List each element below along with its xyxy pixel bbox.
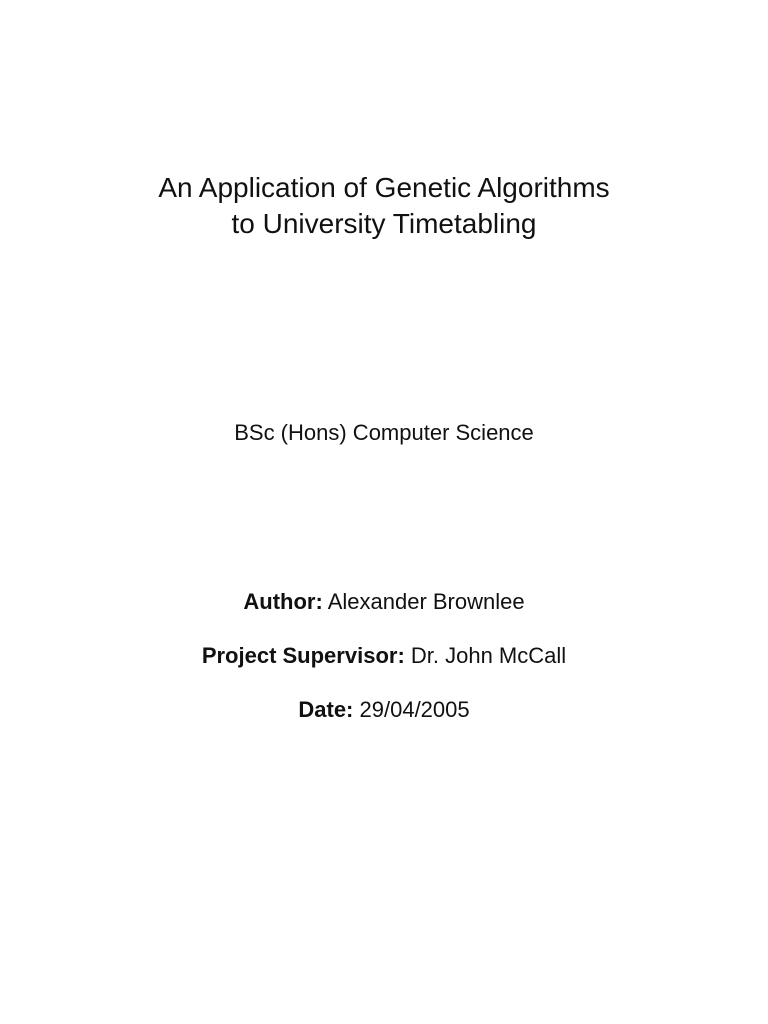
date-value: 29/04/2005 xyxy=(359,697,470,722)
date-line xyxy=(0,696,768,724)
author-name: Alexander Brownlee xyxy=(327,589,525,614)
author-line xyxy=(0,588,768,616)
degree-program: BSc (Hons) Computer Science xyxy=(234,420,534,445)
supervisor-label: Project Supervisor: xyxy=(201,643,405,668)
document-title xyxy=(0,170,768,242)
author-label: Author: xyxy=(243,589,323,614)
title-line-1: An Application of Genetic Algorithms xyxy=(158,172,610,203)
supervisor-line xyxy=(0,642,768,670)
supervisor-name: Dr. John McCall xyxy=(410,643,567,668)
title-line-2: to University Timetabling xyxy=(231,208,537,239)
date-label: Date: xyxy=(298,697,354,722)
